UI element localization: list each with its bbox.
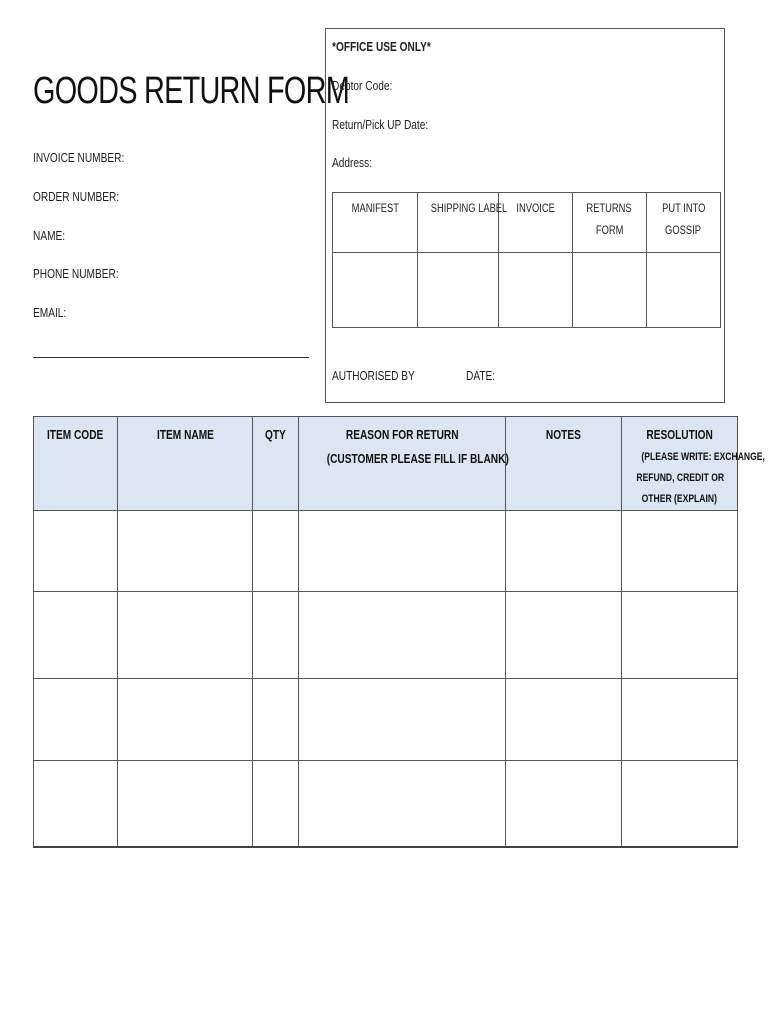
authorised-by-label: AUTHORISED BY	[332, 368, 415, 383]
notes-cell[interactable]	[506, 761, 622, 847]
office-use-heading: *OFFICE USE ONLY*	[332, 39, 431, 54]
notes-cell[interactable]	[506, 511, 622, 592]
signature-line[interactable]	[33, 357, 309, 358]
table-row	[34, 679, 738, 761]
return-items-table	[33, 416, 765, 848]
column-header-resolution: RESOLUTION (PLEASE WRITE: EXCHANGE, REFUND, CREDIT OR OTHER (EXPLAIN)	[622, 417, 738, 511]
office-checklist-table	[332, 192, 721, 328]
phone-number-label: PHONE NUMBER:	[33, 266, 119, 281]
checklist-cell-shipping-label[interactable]	[418, 253, 499, 328]
checklist-cell-put-into-gossip[interactable]	[647, 253, 721, 328]
order-number-label: ORDER NUMBER:	[33, 189, 120, 204]
reason-cell[interactable]	[299, 511, 506, 592]
date-label: DATE:	[466, 368, 496, 383]
checklist-header-put-into-gossip: PUT INTO GOSSIP	[647, 193, 721, 253]
reason-cell[interactable]	[299, 761, 506, 847]
checklist-cell-returns-form[interactable]	[573, 253, 647, 328]
office-use-box	[325, 28, 725, 403]
checklist-header-manifest: MANIFEST	[333, 193, 418, 253]
qty-cell[interactable]	[253, 511, 299, 592]
checklist-header-returns-form: RETURNS FORM	[573, 193, 647, 253]
return-date-label: Return/Pick UP Date:	[332, 117, 429, 132]
item-code-cell[interactable]	[34, 592, 118, 679]
item-code-cell[interactable]	[34, 679, 118, 761]
qty-cell[interactable]	[253, 761, 299, 847]
page-title: GOODS RETURN FORM	[33, 70, 349, 112]
column-header-reason-for-return: REASON FOR RETURN (CUSTOMER PLEASE FILL IF BLANK)	[299, 417, 506, 511]
checklist-header-shipping-label: SHIPPING LABEL	[418, 193, 499, 253]
reason-cell[interactable]	[299, 679, 506, 761]
resolution-cell[interactable]	[622, 679, 738, 761]
column-header-item-code: ITEM CODE	[34, 417, 118, 511]
notes-cell[interactable]	[506, 679, 622, 761]
qty-cell[interactable]	[253, 592, 299, 679]
column-header-item-name: ITEM NAME	[118, 417, 253, 511]
item-code-cell[interactable]	[34, 511, 118, 592]
reason-cell[interactable]	[299, 592, 506, 679]
email-label: EMAIL:	[33, 305, 67, 320]
table-row	[34, 761, 738, 847]
item-name-cell[interactable]	[118, 592, 253, 679]
column-header-notes: NOTES	[506, 417, 622, 511]
qty-cell[interactable]	[253, 679, 299, 761]
resolution-cell[interactable]	[622, 511, 738, 592]
checklist-header-invoice: INVOICE	[499, 193, 573, 253]
checklist-cell-invoice[interactable]	[499, 253, 573, 328]
debtor-code-label: Debtor Code:	[332, 78, 393, 93]
resolution-cell[interactable]	[622, 592, 738, 679]
checklist-cell-manifest[interactable]	[333, 253, 418, 328]
notes-cell[interactable]	[506, 592, 622, 679]
name-label: NAME:	[33, 228, 66, 243]
resolution-cell[interactable]	[622, 761, 738, 847]
address-label: Address:	[332, 155, 373, 170]
item-code-cell[interactable]	[34, 761, 118, 847]
invoice-number-label: INVOICE NUMBER:	[33, 150, 125, 165]
column-header-qty: QTY	[253, 417, 299, 511]
item-name-cell[interactable]	[118, 761, 253, 847]
item-name-cell[interactable]	[118, 679, 253, 761]
table-row	[34, 592, 738, 679]
table-row	[34, 511, 738, 592]
item-name-cell[interactable]	[118, 511, 253, 592]
